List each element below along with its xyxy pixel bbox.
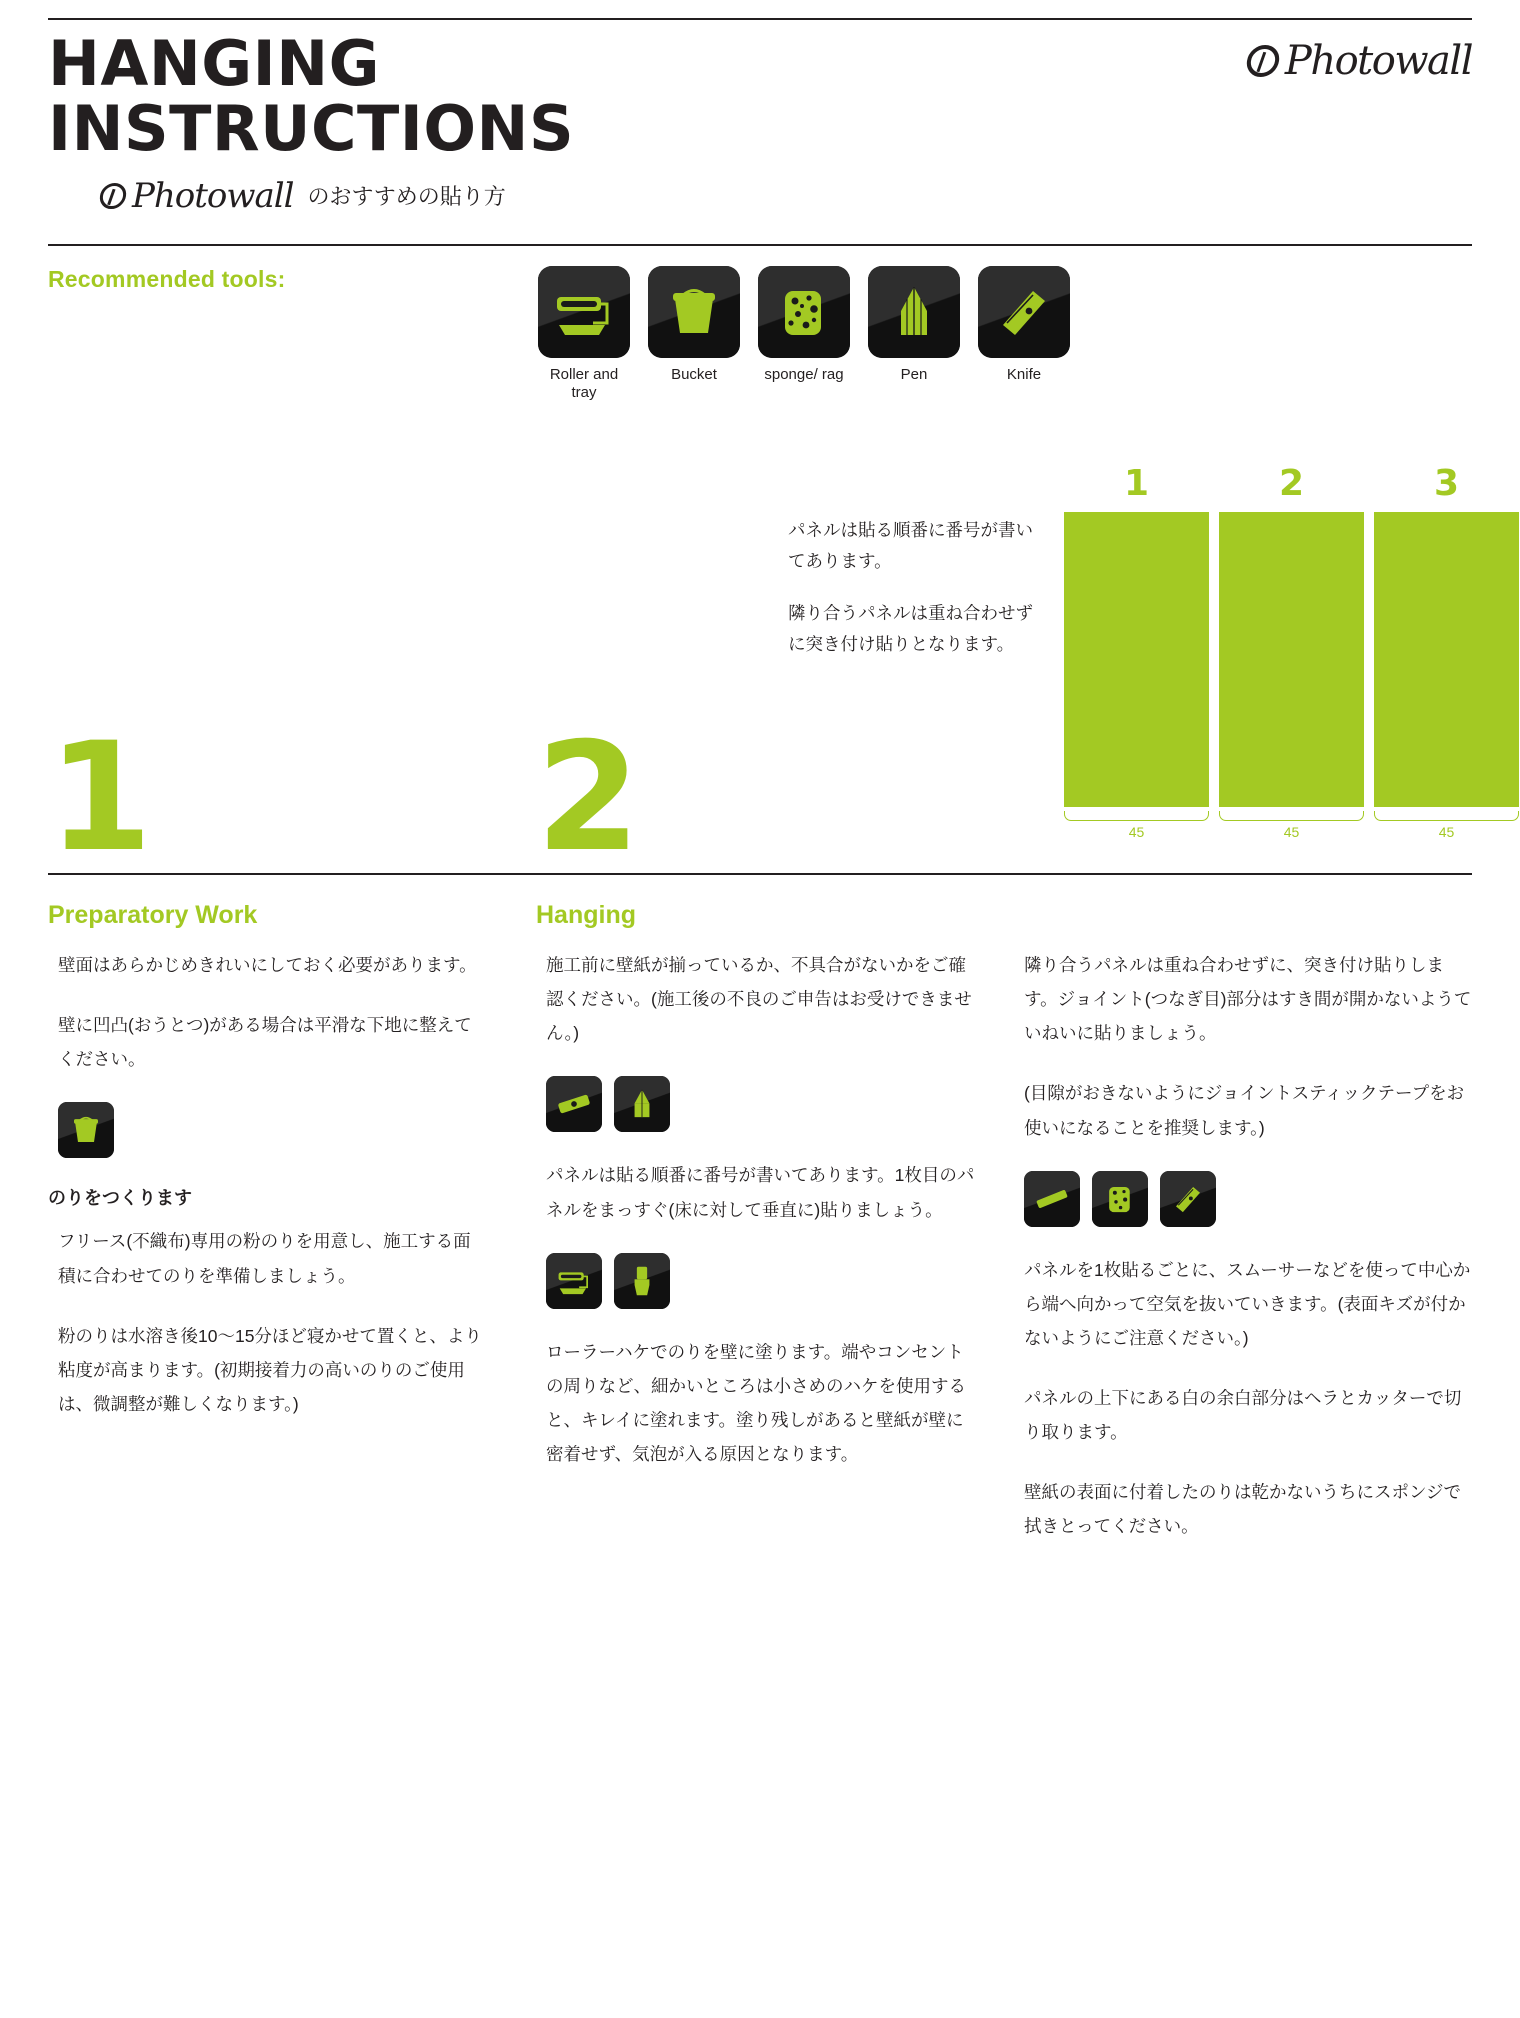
prep-text-1: 壁面はあらかじめきれいにしておく必要があります。 [58,955,477,975]
photowall-mark-icon [98,183,128,209]
joints-text-3: パネルを1枚貼るごとに、スムーサーなどを使って中心から端へ向かって空気を抜いていきます。(表面キズが付かないようにご注意ください。) [1024,1259,1471,1348]
column-heading-hanging: Hanging [536,901,636,929]
photowall-mark-icon [1245,45,1281,77]
panel-box [1374,512,1519,807]
joints-icon-row [1024,1171,1472,1227]
pen-icon [614,1076,670,1132]
smoother-icon [1024,1171,1080,1227]
panel-note-1: パネルは貼る順番に番号が書いてあります。 [788,520,1033,571]
joints-text-5: 壁紙の表面に付着したのりは乾かないうちにスポンジで拭きとってください。 [1024,1482,1462,1537]
tool-caption: Roller and tray [549,365,619,402]
prep-icon-row [58,1102,488,1158]
steps-overview [48,443,1472,885]
subtitle-japanese: のおすすめの貼り方 [307,183,506,209]
hanging-text-1: 施工前に壁紙が揃っているか、不具合がないかをご確認ください。(施工後の不良のご申告はお受けできません。) [546,955,972,1044]
panel-note [788,515,1048,682]
tool-item [648,266,740,404]
step-number-1: 1 [48,711,153,885]
level-icon [546,1076,602,1132]
title-line-1: HANGING [48,27,380,100]
recommended-tools-section [48,244,1472,404]
prep-bold-label: のりをつくります [48,1188,192,1209]
hanging-icon-row-1 [546,1076,976,1132]
tool-item [758,266,850,404]
bucket-icon [58,1102,114,1158]
prep-text-3: フリース(不織布)専用の粉のりを用意し、施工する面積に合わせてのりを準備しましょう。 [58,1231,471,1286]
logo-text: Photowall [1284,38,1472,84]
columns-divider [48,873,1472,875]
brand-text: Photowall [132,175,294,216]
page-header [48,20,1472,216]
tool-item [868,266,960,404]
hanging-icon-row-2 [546,1253,976,1309]
column-joints [1024,885,1472,1570]
tool-caption: Pen [900,365,928,383]
panel-number: 1 [1123,463,1150,504]
photowall-logo-top [1247,38,1472,84]
hanging-text-3: ローラーハケでのりを壁に塗ります。端やコンセントの周りなど、細かいところは小さめのハケを使用すると、キレイに塗れます。塗り残しがあると壁紙が壁に密着せず、気泡が入る原因となります。 [546,1341,966,1464]
tool-item [538,266,630,404]
sponge-rag-icon [758,266,850,358]
roller-and-tray-icon [538,266,630,358]
joints-text-2: (目隙がおきないようにジョイントスティックテープをお使いになることを推奨します。) [1024,1083,1465,1138]
panel-width-value: 45 [1283,824,1300,840]
step-number-2: 2 [536,711,641,885]
column-hanging [536,885,1024,1570]
instruction-columns [48,885,1472,1570]
panel-width-value: 45 [1128,824,1145,840]
roller-and-tray-icon [546,1253,602,1309]
hanging-text-2: パネルは貼る順番に番号が書いてあります。1枚目のパネルをまっすぐ(床に対して垂直に)貼りましょう。 [546,1165,975,1220]
title-line-2: INSTRUCTIONS [48,91,575,165]
panel-width-brace [1064,811,1209,840]
knife-icon [978,266,1070,358]
panel-width-brace [1374,811,1519,840]
brush-icon [614,1253,670,1309]
panel-diagram [1064,463,1520,840]
bucket-icon [648,266,740,358]
joints-text-4: パネルの上下にある白の余白部分はヘラとカッターで切り取ります。 [1024,1388,1462,1443]
photowall-logo-inline [100,176,294,216]
prep-text-2: 壁に凹凸(おうとつ)がある場合は平滑な下地に整えてください。 [58,1015,472,1070]
panel-note-2: 隣り合うパネルは重ね合わせずに突き付け貼りとなります。 [788,603,1033,654]
panel-number: 3 [1433,463,1460,504]
tool-caption: Knife [1006,365,1042,383]
tool-caption: sponge/ rag [764,365,844,383]
prep-text-4: 粉のりは水溶き後10〜15分ほど寝かせて置くと、より粘度が高まります。(初期接着力の高いのりのご使用は、微調整が難しくなります。) [58,1325,482,1414]
tool-item [978,266,1070,404]
panel-width-brace [1219,811,1364,840]
column-preparatory-work [48,885,536,1570]
column-heading-preparatory: Preparatory Work [48,901,258,929]
subtitle-row [100,176,1472,216]
joints-text-1: 隣り合うパネルは重ね合わせずに、突き付け貼りします。ジョイント(つなぎ目)部分はすき間が開かないようていねいに貼りましょう。 [1024,955,1472,1044]
knife-icon [1160,1171,1216,1227]
panel-number: 2 [1278,463,1305,504]
tools-list [538,266,1070,404]
panel-width-value: 45 [1438,824,1455,840]
tool-caption: Bucket [671,365,717,383]
panel-box [1219,512,1364,807]
recommended-tools-label: Recommended tools: [48,265,286,292]
pen-icon [868,266,960,358]
panel-box [1064,512,1209,807]
sponge-rag-icon [1092,1171,1148,1227]
instruction-sheet [0,18,1520,2018]
